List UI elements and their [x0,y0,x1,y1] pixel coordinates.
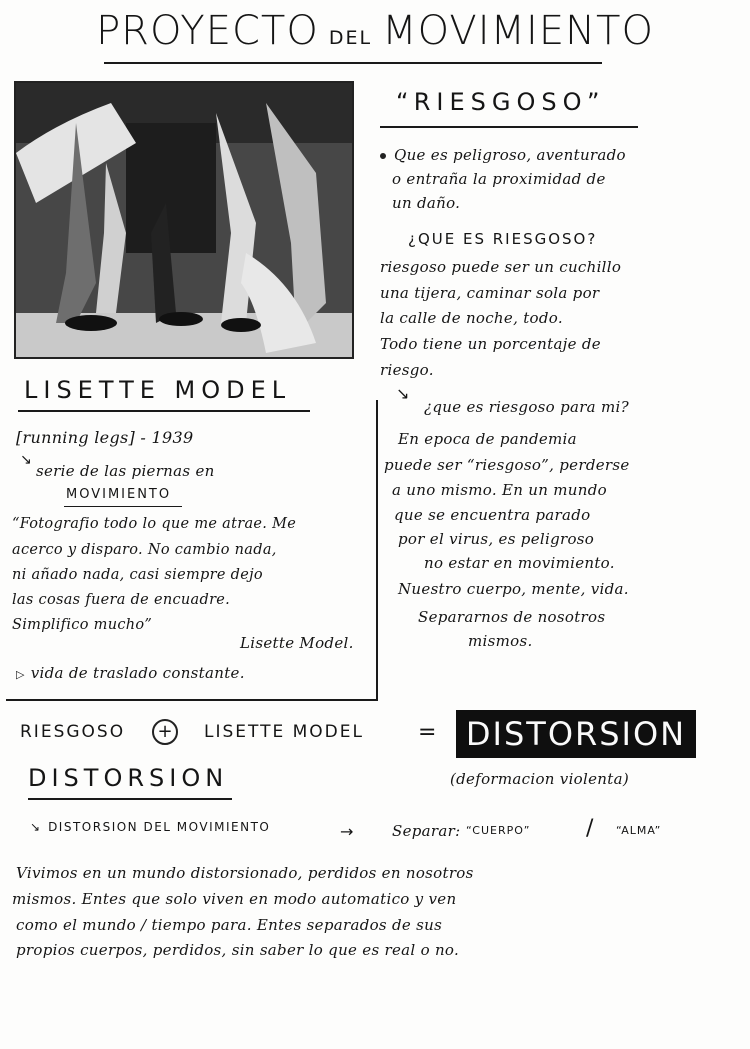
answer2-line-3: a uno mismo. En un mundo [392,481,607,499]
equals-sign: = [418,720,437,745]
title-part-1: PROYECTO [96,8,319,54]
question-heading: ¿QUE ES RIESGOSO? [408,230,598,248]
question-2: ¿que es riesgoso para mi? [424,398,629,416]
column-divider [376,400,378,700]
riesgoso-definition-3: un daño. [392,194,461,212]
paragraph-line-4: propios cuerpos, perdidos, sin saber lo que es real o no. [16,941,460,959]
photograph [14,81,354,359]
riesgoso-underline [380,126,638,128]
quote-line-3: ni añado nada, casi siempre dejo [12,567,263,583]
answer2-line-1: En epoca de pandemia [398,430,577,448]
lisette-series: serie de las piernas en [36,462,215,480]
quote-line-4: las cosas fuera de encuadre. [12,592,231,608]
distorsion-note: (deformacion violenta) [450,770,629,788]
paragraph-line-2: mismos. Entes que solo viven en modo automatico y ven [12,890,457,908]
distorsion-heading: DISTORSION [28,764,229,792]
cuerpo-label: “CUERPO” [466,824,531,837]
signature: Lisette Model. [240,634,354,652]
bullet-icon [380,153,386,159]
answer-line-5: riesgo. [380,361,434,379]
riesgoso-definition-1 [380,146,626,164]
arrow-icon: ↘ [30,820,41,834]
definition-text: Que es peligroso, aventurado [394,146,626,164]
separar-label: Separar: [392,822,461,840]
paragraph-line-3: como el mundo / tiempo para. Entes separados de sus [16,916,443,934]
answer2-line-9: mismos. [468,632,533,650]
quote-line-5: Simplifico mucho” [12,617,153,633]
equation-middle: LISETTE MODEL [204,722,364,742]
quote-line-1: “Fotografio todo lo que me atrae. Me [12,516,297,532]
title-part-3: MOVIMIENTO [382,8,654,54]
movement-label: MOVIMIENTO [66,487,172,502]
answer2-line-7: Nuestro cuerpo, mente, vida. [398,580,629,598]
quote-line-2: acerco y disparo. No cambio nada, [12,542,277,558]
slash: / [586,816,594,841]
lisette-work: [running legs] - 1939 [16,428,194,447]
answer-line-2: una tijera, caminar sola por [380,284,600,302]
arrow-icon: ↘ [20,452,32,468]
answer2-line-5: por el virus, es peligroso [398,530,595,548]
distorsion-line-label: DISTORSION DEL MOVIMIENTO [48,820,271,834]
page-title [0,8,750,54]
photograph-of-walking-legs-icon [16,83,352,357]
distorsion-underline [28,798,232,800]
title-part-2: DEL [328,27,373,49]
plus-icon [152,719,178,745]
answer2-line-4: que se encuentra parado [394,506,591,524]
answer-line-3: la calle de noche, todo. [380,309,563,327]
title-underline [104,62,602,64]
answer2-line-8: Separarnos de nosotros [418,608,606,626]
lisette-underline [18,410,310,412]
answer2-line-2: puede ser “riesgoso”, perderse [384,456,630,474]
result-text: DISTORSION [465,715,687,753]
riesgoso-heading: “RIESGOSO” [396,88,606,116]
lisette-heading: LISETTE MODEL [24,376,292,404]
equation-left: RIESGOSO [20,722,126,742]
distorsion-line [30,820,270,834]
triangle-icon: ▷ [16,668,25,681]
plus-sign: + [152,719,178,745]
answer-line-1: riesgoso puede ser un cuchillo [380,258,622,276]
answer2-line-6: no estar en movimiento. [424,554,615,572]
lisette-life [16,664,245,682]
life-text: vida de traslado constante. [30,664,245,682]
equation-result [456,710,696,758]
paragraph-line-1: Vivimos en un mundo distorsionado, perdidos en nosotros [16,864,474,882]
right-arrow-icon: → [340,822,354,841]
movement-underline [64,506,182,507]
riesgoso-definition-2: o entraña la proximidad de [392,170,606,188]
alma-label: “ALMA” [616,824,662,837]
section-divider [6,699,378,701]
arrow-icon: ↘ [396,384,410,403]
answer-line-4: Todo tiene un porcentaje de [380,335,601,353]
